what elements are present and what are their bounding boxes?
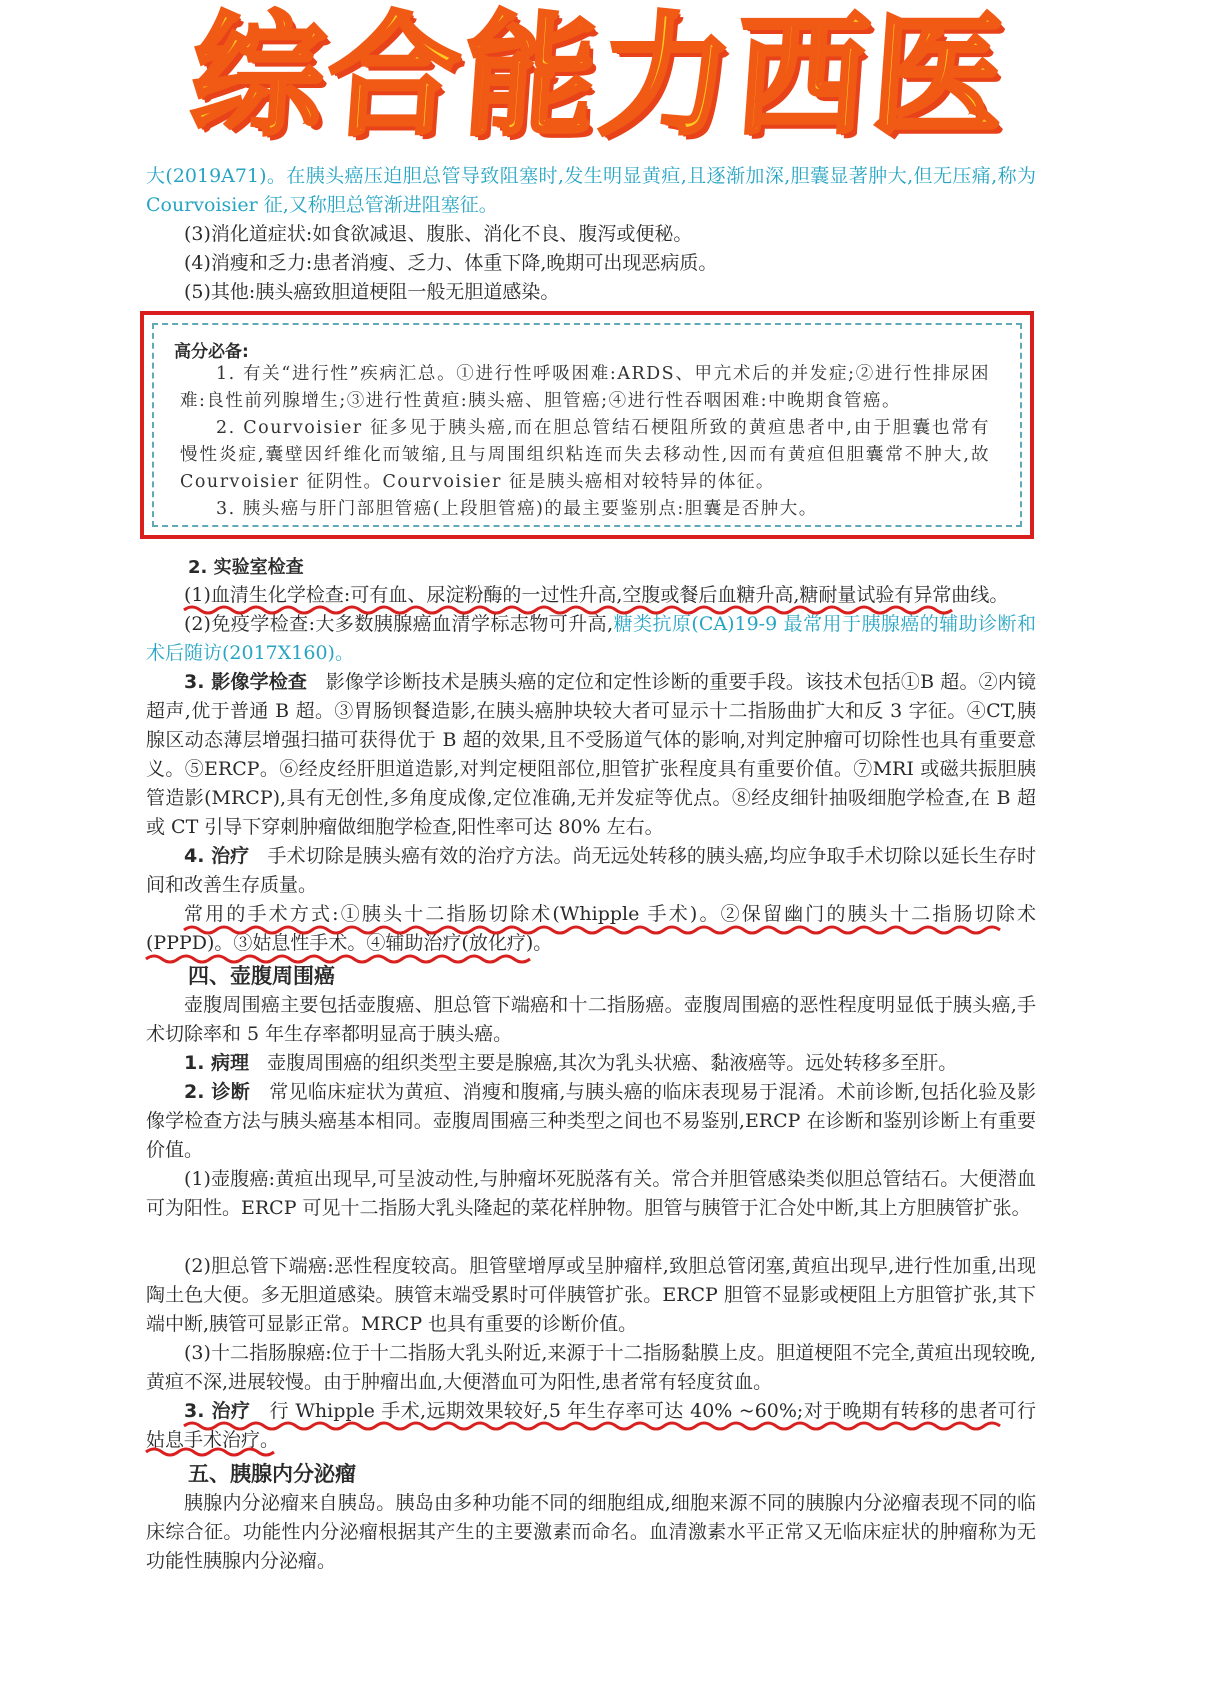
ampulla-diagnosis (146, 1078, 1036, 1165)
banner-title: 综合能力西医 (186, 0, 1014, 154)
intro-courvoisier-text: 大(2019A71)。在胰头癌压迫胆总管导致阻塞时,发生明显黄疸,且逐渐加深,胆囊显著肿大,但无压痛,称为 Courvoisier 征,又称胆总管渐进阻塞征。 (146, 165, 1036, 216)
key-points-box (140, 311, 1034, 539)
intro-symptom-weight: (4)消瘦和乏力:患者消瘦、乏力、体重下降,晚期可出现恶病质。 (184, 252, 718, 274)
lab-heading: 2. 实验室检查 (188, 557, 304, 578)
ampulla-pathology (146, 1049, 1036, 1078)
ampulla-type-1: (1)壶腹癌:黄疸出现早,可呈波动性,与肿瘤坏死脱落有关。常合并胆管感染类似胆总管结石。大便潜血可为阳性。ERCP 可见十二指肠大乳头隆起的菜花样肿物。胆管与胰管于汇合处中断,其上方胆胰管扩张。 (146, 1168, 1036, 1219)
lab-immuno-text-main: (2)免疫学检查:大多数胰腺癌血清学标志物可升高, (184, 613, 614, 635)
imaging-heading: 3. 影像学检查 (184, 671, 308, 693)
ampulla-treatment-heading: 3. 治疗 (184, 1400, 251, 1422)
title-banner (185, 2, 1015, 152)
imaging-text: 影像学诊断技术是胰头癌的定位和定性诊断的重要手段。该技术包括①B 超。②内镜超声,优于普通 B 超。③胃肠钡餐造影,在胰头癌肿块较大者可显示十二指肠曲扩大和反 3 字征。④CT,胰腺区动态薄层增强扫描可获得优于 B 超的效果,且不受肠道气体的影响,对判定肿瘤可切除性也具有重要意义。⑤ERCP。⑥经皮经肝胆道造影,对判定梗阻部位,胆管扩张程度具有重要价值。⑦MRI 或磁共振胆胰管造影(MRCP),具有无创性,多角度成像,定位准确,无并发症等优点。⑧经皮细针抽吸细胞学检查,在 B 超或 CT 引导下穿刺肿瘤做细胞学检查,阳性率可达 80% 左右。 (146, 671, 1036, 838)
intro-symptom-other: (5)其他:胰头癌致胆道梗阻一般无胆道感染。 (184, 281, 560, 303)
key-point-1: 1. 有关“进行性”疾病汇总。①进行性呼吸困难:ARDS、甲亢术后的并发症;②进行性排尿困难:良性前列腺增生;③进行性黄疸:胰头癌、胆管癌;④进行性吞咽困难:中晚期食管癌。 (180, 364, 990, 411)
key-points-title: 高分必备: (174, 342, 249, 362)
ampulla-intro-text: 壶腹周围癌主要包括壶腹癌、胆总管下端癌和十二指肠癌。壶腹周围癌的恶性程度明显低于胰头癌,手术切除率和 5 年生存率都明显高于胰头癌。 (146, 994, 1036, 1045)
treatment-heading: 4. 治疗 (184, 845, 250, 867)
ampulla-type-2: (2)胆总管下端癌:恶性程度较高。胆管壁增厚或呈肿瘤样,致胆总管闭塞,黄疸出现早,进行性加重,出现陶土色大便。多无胆道感染。胰管末端受累时可伴胰管扩张。ERCP 胆管不显影或梗阻上方胆管扩张,其下端中断,胰管可显影正常。MRCP 也具有重要的诊断价值。 (146, 1255, 1036, 1335)
surgery-methods-text: 常用的手术方式:①胰头十二指肠切除术(Whipple 手术)。②保留幽门的胰头十二指肠切除术(PPPD)。③姑息性手术。④辅助治疗(放化疗)。 (146, 903, 1036, 954)
ampulla-section-title: 四、壶腹周围癌 (188, 964, 335, 988)
key-point-3: 3. 胰头癌与肝门部胆管癌(上段胆管癌)的最主要鉴别点:胆囊是否肿大。 (216, 499, 818, 519)
ampulla-pathology-text: 壶腹周围癌的组织类型主要是腺癌,其次为乳头状癌、黏液癌等。远处转移多至肝。 (267, 1052, 958, 1074)
ampulla-diagnosis-heading: 2. 诊断 (184, 1081, 251, 1103)
treatment-paragraph (146, 842, 1036, 900)
imaging-paragraph (146, 668, 1036, 842)
endocrine-section-title: 五、胰腺内分泌瘤 (188, 1462, 356, 1486)
intro-symptom-digestive: (3)消化道症状:如食欲减退、腹胀、消化不良、腹泻或便秘。 (184, 223, 693, 245)
ampulla-treatment-text: 行 Whipple 手术,远期效果较好,5 年生存率可达 40% ~60%;对于晚期有转移的患者可行姑息手术治疗。 (146, 1400, 1037, 1451)
lab-immuno-text (146, 610, 1036, 668)
key-point-2: 2. Courvoisier 征多见于胰头癌,而在胆总管结石梗阻所致的黄疸患者中,由于胆囊也常有慢性炎症,囊壁因纤维化而皱缩,且与周围组织粘连而失去移动性,因而有黄疸但胆囊常不肿大,故 Courvoisier 征阴性。Courvoisier 征是胰头癌相对较特异的体征。 (180, 418, 990, 492)
ampulla-diagnosis-text: 常见临床症状为黄疸、消瘦和腹痛,与胰头癌的临床表现易于混淆。术前诊断,包括化验及影像学检查方法与胰头癌基本相同。壶腹周围癌三种类型之间也不易鉴别,ERCP 在诊断和鉴别诊断上有重要价值。 (146, 1081, 1036, 1161)
endocrine-text: 胰腺内分泌瘤来自胰岛。胰岛由多种功能不同的细胞组成,细胞来源不同的胰腺内分泌瘤表现不同的临床综合征。功能性内分泌瘤根据其产生的主要激素而命名。血清激素水平正常又无临床症状的肿瘤称为无功能性胰腺内分泌瘤。 (146, 1492, 1036, 1572)
treatment-text: 手术切除是胰头癌有效的治疗方法。尚无远处转移的胰头癌,均应争取手术切除以延长生存时间和改善生存质量。 (146, 845, 1036, 896)
ampulla-pathology-heading: 1. 病理 (184, 1052, 250, 1074)
lab-immuno-text-highlight: 糖类抗原(CA)19-9 最常用于胰腺癌的辅助诊断和术后随访(2017X160)。 (146, 613, 1037, 664)
ampulla-treatment (146, 1397, 1036, 1455)
ampulla-type-3: (3)十二指肠腺癌:位于十二指肠大乳头附近,来源于十二指肠黏膜上皮。胆道梗阻不完全,黄疸出现较晚,黄疸不深,进展较慢。由于肿瘤出血,大便潜血可为阳性,患者常有轻度贫血。 (146, 1342, 1036, 1393)
lab-biochem-text: (1)血清生化学检查:可有血、尿淀粉酶的一过性升高,空腹或餐后血糖升高,糖耐量试验有异常曲线。 (184, 584, 1009, 606)
